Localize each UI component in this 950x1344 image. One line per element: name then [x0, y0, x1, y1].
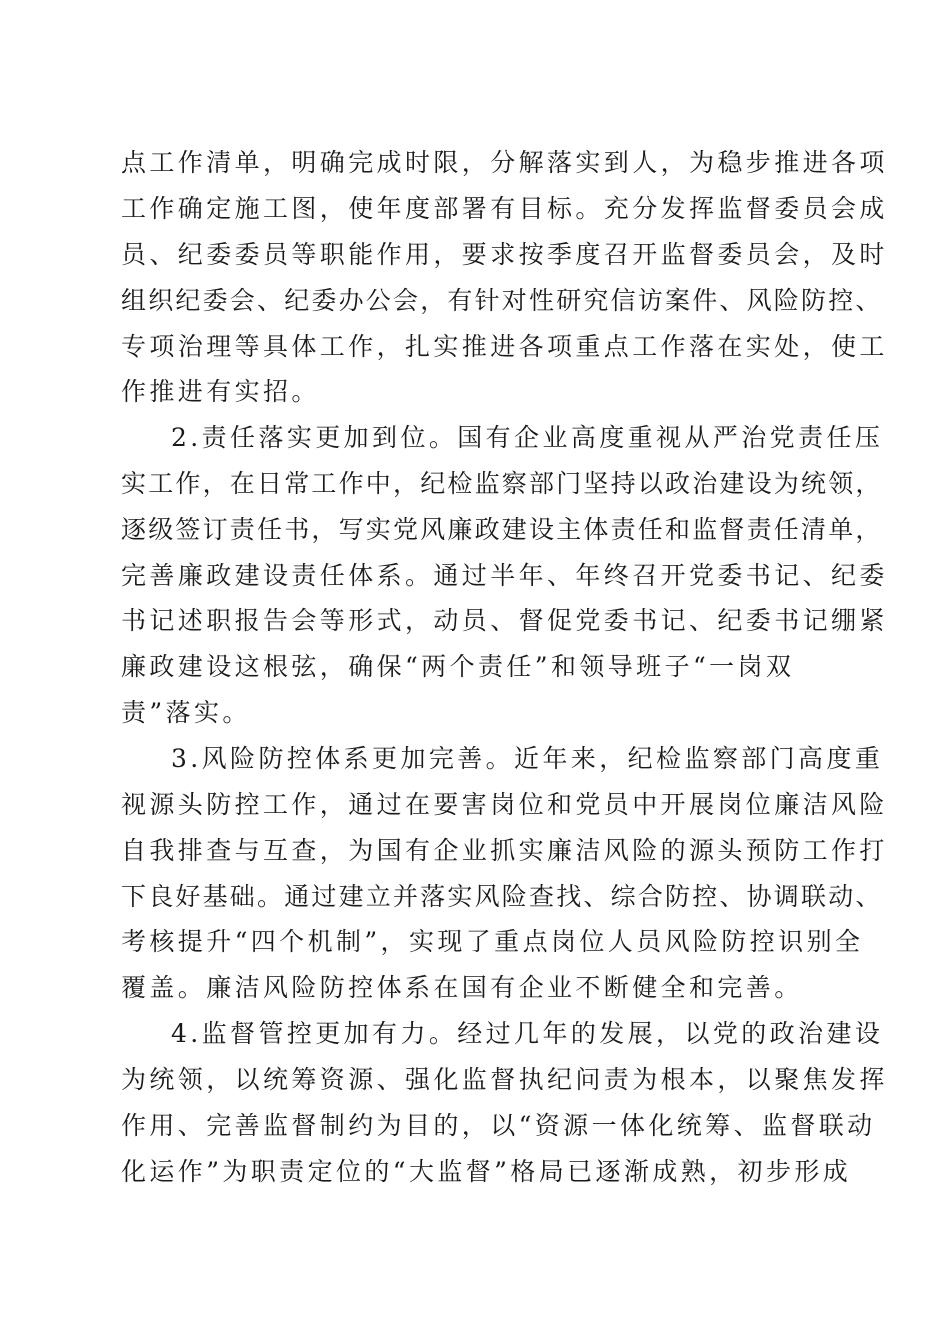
text-line: 逐级签订责任书，写实党风廉政建设主体责任和监督责任清单， — [121, 515, 883, 544]
text-line: 自我排查与互查，为国有企业抓实廉洁风险的源头预防工作打 — [121, 836, 888, 865]
text-line: 覆盖。廉洁风险防控体系在国有企业不断健全和完善。 — [121, 973, 803, 1002]
paragraph-heading-line: 4.监督管控更加有力。经过几年的发展，以党的政治建设 — [171, 1019, 884, 1048]
text-line: 廉政建设这根弦，确保“两个责任”和领导班子“一岗双 — [121, 652, 795, 681]
text-line: 点工作清单，明确完成时限，分解落实到人，为稳步推进各项 — [121, 148, 888, 177]
text-line: 书记述职报告会等形式，动员、督促党委书记、纪委书记绷紧 — [121, 606, 888, 635]
text-line: 责”落实。 — [121, 698, 251, 727]
paragraph-heading-line: 3.风险防控体系更加完善。近年来，纪检监察部门高度重 — [171, 744, 884, 773]
text-line: 化运作”为职责定位的“大监督”格局已逐渐成熟，初步形成 — [121, 1157, 852, 1186]
text-line: 考核提升“四个机制”，实现了重点岗位人员风险防控识别全 — [121, 927, 864, 956]
text-line: 作推进有实招。 — [121, 377, 320, 406]
text-line: 作用、完善监督制约为目的，以“资源一体化统筹、监督联动 — [121, 1111, 876, 1140]
paragraph-heading-line: 2.责任落实更加到位。国有企业高度重视从严治党责任压 — [171, 423, 884, 452]
text-line: 实工作，在日常工作中，纪检监察部门坚持以政治建设为统领， — [121, 469, 883, 498]
text-line: 员、纪委委员等职能作用，要求按季度召开监督委员会，及时 — [121, 240, 888, 269]
text-line: 视源头防控工作，通过在要害岗位和党员中开展岗位廉洁风险 — [121, 790, 888, 819]
text-line: 工作确定施工图，使年度部署有目标。充分发挥监督委员会成 — [121, 194, 888, 223]
text-line: 组织纪委会、纪委办公会，有针对性研究信访案件、风险防控、 — [121, 286, 883, 315]
text-line: 完善廉政建设责任体系。通过半年、年终召开党委书记、纪委 — [121, 561, 888, 590]
text-line: 专项治理等具体工作，扎实推进各项重点工作落在实处，使工 — [121, 332, 888, 361]
text-line: 下良好基础。通过建立并落实风险查找、综合防控、协调联动、 — [121, 882, 883, 911]
text-line: 为统领，以统筹资源、强化监督执纪问责为根本，以聚焦发挥 — [121, 1065, 888, 1094]
